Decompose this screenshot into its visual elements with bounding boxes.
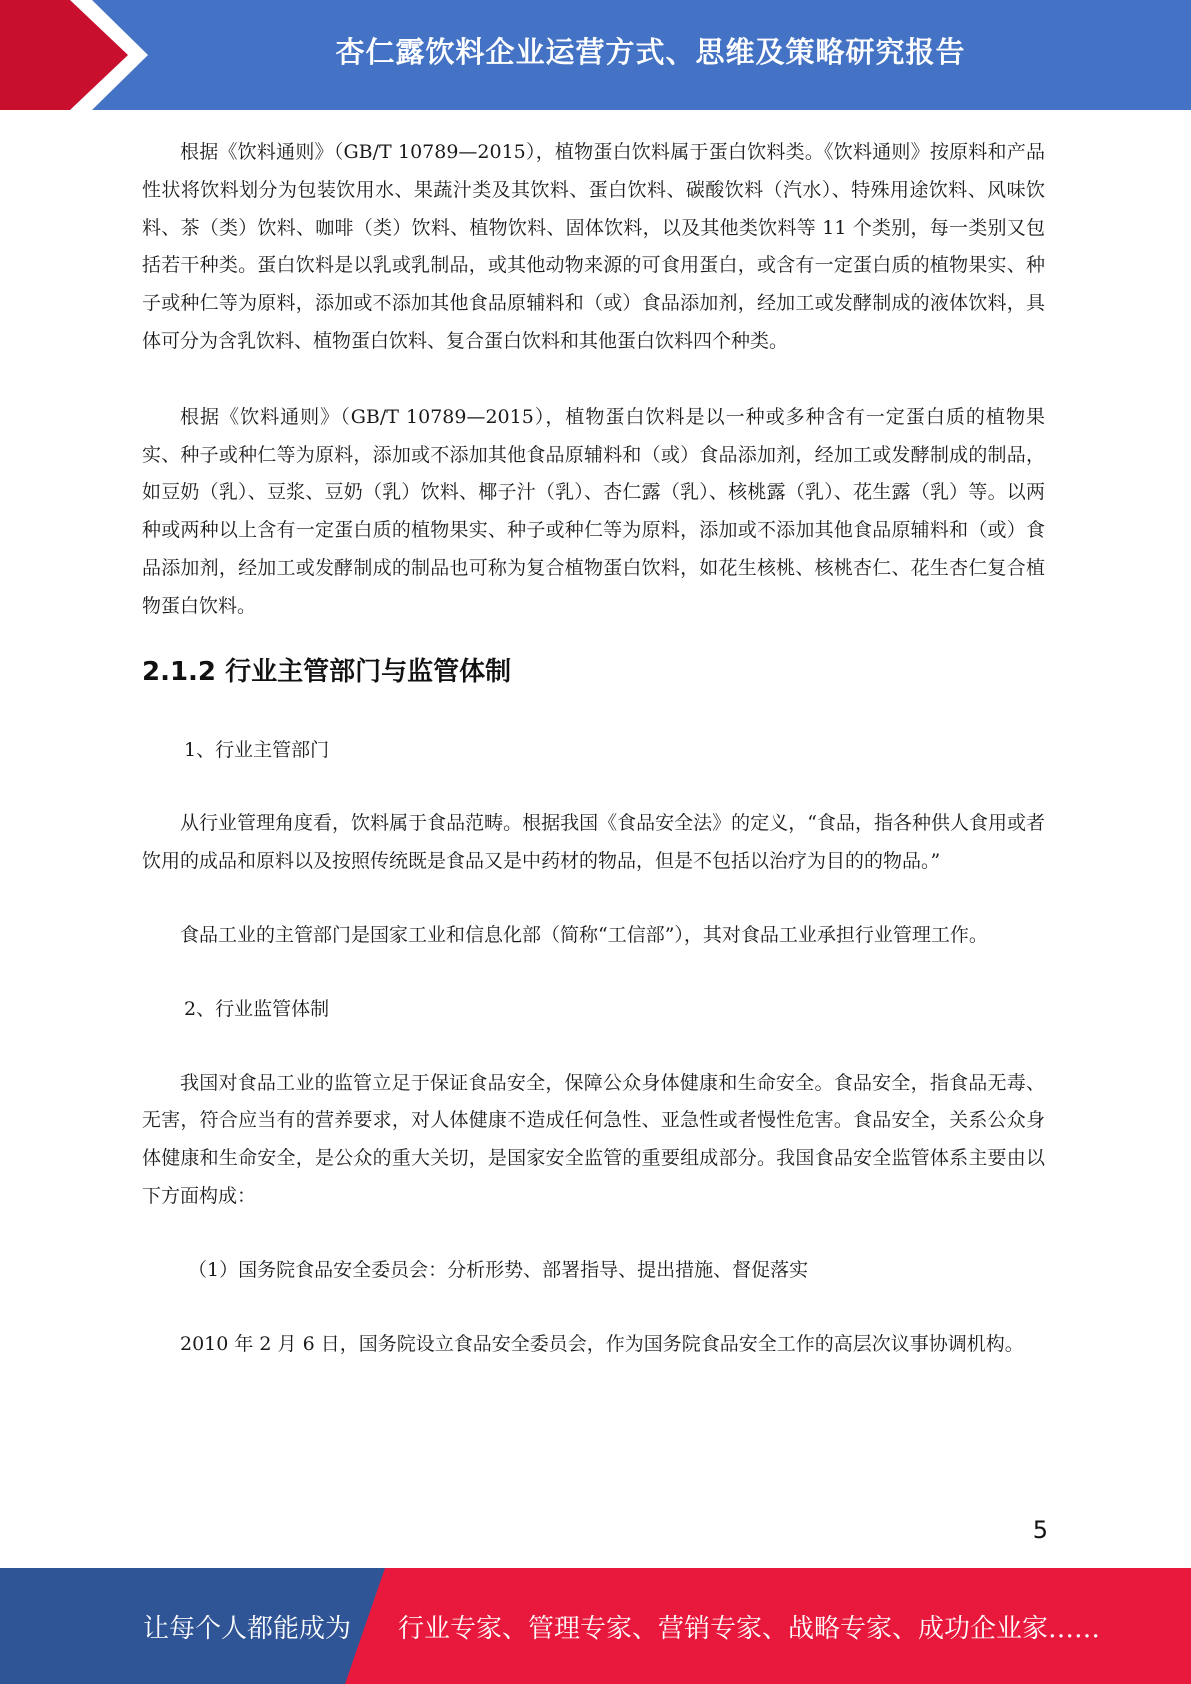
footer-slogan-left: 让每个人都能成为 — [143, 1613, 352, 1644]
paragraph: 根据《饮料通则》（GB/T 10789—2015），植物蛋白饮料是以一种或多种含有一定蛋白质的植物果实、种子或种仁等为原料，添加或不添加其他食品原辅料和（或）食品添加剂，经加工或发酵制成的制品，如豆奶（乳）、豆浆、豆奶（乳）饮料、椰子汁（乳）、杏仁露（乳）、核桃露（乳）、花生露（乳）等。以两种或两种以上含有一定蛋白质的植物果实、种子或种仁等为原料，添加或不添加其他食品原辅料和（或）食品添加剂，经加工或发酵制成的制品也可称为复合植物蛋白饮料，如花生核桃、核桃杏仁、花生杏仁复合植物蛋白饮料。 — [142, 405, 1045, 617]
subsection-label: 1、行业主管部门 — [184, 738, 330, 761]
page-header — [0, 0, 1191, 110]
subsection-label: （1）国务院食品安全委员会：分析形势、部署指导、提出措施、督促落实 — [188, 1258, 809, 1281]
paragraph: 我国对食品工业的监管立足于保证食品安全，保障公众身体健康和生命安全。食品安全，指食品无毒、无害，符合应当有的营养要求，对人体健康不造成任何急性、亚急性或者慢性危害。食品安全，关系公众身体健康和生命安全，是公众的重大关切，是国家安全监管的重要组成部分。我国食品安全监管体系主要由以下方面构成： — [142, 1071, 1045, 1207]
subsection-label: 2、行业监管体制 — [184, 997, 330, 1020]
section-heading: 2.1.2 行业主管部门与监管体制 — [142, 656, 512, 687]
paragraph: 根据《饮料通则》（GB/T 10789—2015），植物蛋白饮料属于蛋白饮料类。《饮料通则》按原料和产品性状将饮料划分为包装饮用水、果蔬汁类及其饮料、蛋白饮料、碳酸饮料（汽水）、特殊用途饮料、风味饮料、茶（类）饮料、咖啡（类）饮料、植物饮料、固体饮料，以及其他类饮料等 11 个类别，每一类别又包括若干种类。蛋白饮料是以乳或乳制品，或其他动物来源的可食用蛋白，或含有一定蛋白质的植物果实、种子或种仁等为原料，添加或不添加其他食品原辅料和（或）食品添加剂，经加工或发酵制成的液体饮料，具体可分为含乳饮料、植物蛋白饮料、复合蛋白饮料和其他蛋白饮料四个种类。 — [142, 141, 1045, 352]
page-content — [142, 134, 1045, 1363]
footer-slogan-right: 行业专家、管理专家、营销专家、战略专家、成功企业家…… — [398, 1613, 1101, 1644]
report-title: 杏仁露饮料企业运营方式、思维及策略研究报告 — [335, 34, 966, 69]
page-footer — [0, 1568, 1191, 1684]
page-number: 5 — [1032, 1516, 1048, 1544]
paragraph: 2010 年 2 月 6 日，国务院设立食品安全委员会，作为国务院食品安全工作的高层次议事协调机构。 — [180, 1332, 1024, 1355]
paragraph: 从行业管理角度看，饮料属于食品范畴。根据我国《食品安全法》的定义，“食品，指各种供人食用或者饮用的成品和原料以及按照传统既是食品又是中药材的物品，但是不包括以治疗为目的的物品。” — [142, 812, 1045, 873]
paragraph: 食品工业的主管部门是国家工业和信息化部（简称“工信部”），其对食品工业承担行业管理工作。 — [180, 923, 988, 946]
